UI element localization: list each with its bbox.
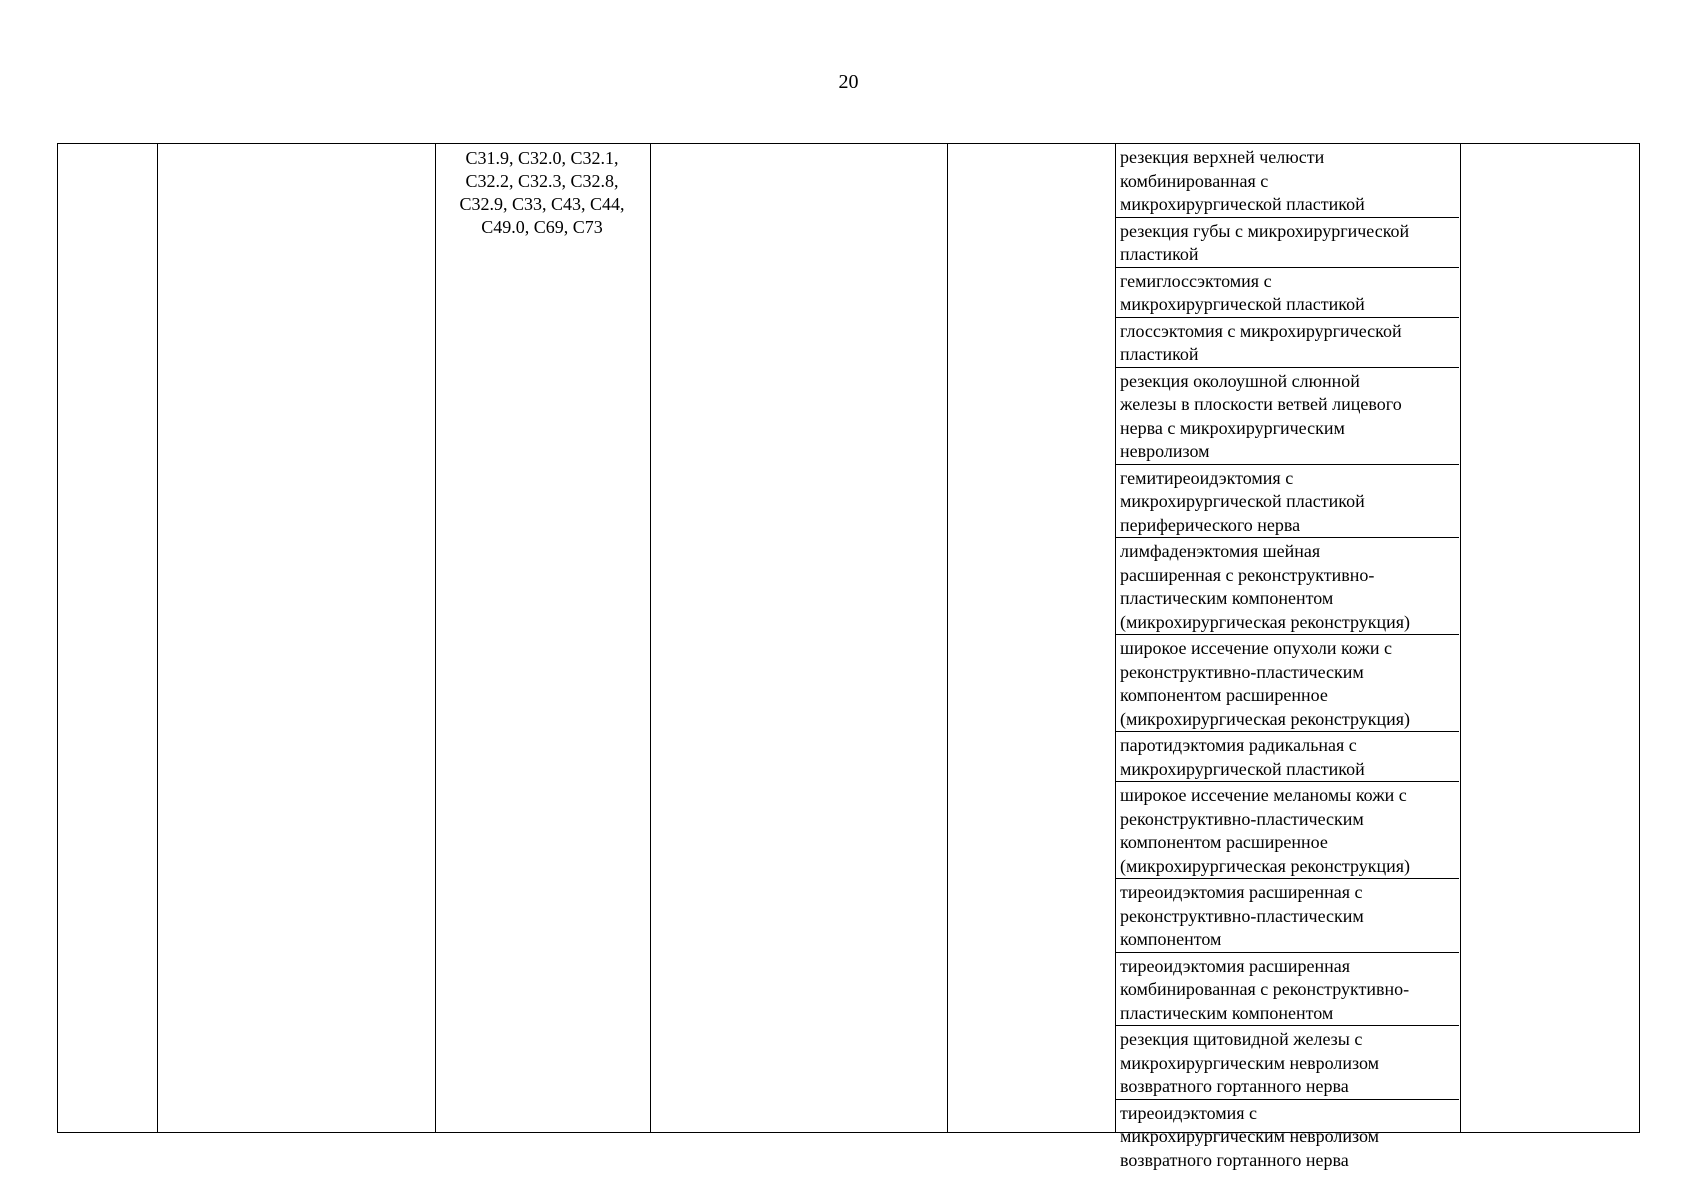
column-divider: [157, 144, 158, 1132]
treatment-method-row: [1115, 1026, 1459, 1100]
treatment-method-row: [1115, 218, 1459, 268]
treatment-method-text: железы в плоскости ветвей лицевого: [1120, 394, 1402, 414]
treatment-method-text: гемитиреоидэктомия с: [1120, 467, 1294, 488]
treatment-method-row: [1115, 465, 1459, 539]
treatment-method-row: [1115, 368, 1459, 465]
treatment-method-text: пластическим компонентом: [1120, 588, 1334, 608]
treatment-table: [57, 143, 1640, 1170]
treatment-method-text: резекция околоушной слюнной: [1120, 370, 1360, 391]
column-divider: [947, 144, 948, 1132]
treatment-method-text: глоссэктомия с микрохирургической: [1120, 320, 1402, 341]
treatment-method-row: [1115, 268, 1459, 318]
treatment-method-text: компонентом расширенное: [1120, 685, 1328, 705]
treatment-method-text: комбинированная с: [1120, 170, 1269, 191]
treatment-method-text: широкое иссечение меланомы кожи с: [1120, 785, 1407, 805]
treatment-method-text: микрохирургическим невролизом: [1120, 1052, 1380, 1073]
treatment-method-text: тиреоидэктомия расширенная: [1120, 955, 1351, 976]
treatment-method-text: гемиглоссэктомия с: [1120, 270, 1272, 291]
treatment-method-row: [1115, 538, 1459, 635]
treatment-method-text: реконструктивно-пластическим: [1120, 905, 1364, 926]
diagnosis-code-line: C32.2, C32.3, C32.8,: [465, 171, 619, 191]
treatment-method-text: возвратного гортанного нерва: [1120, 1076, 1349, 1096]
column-divider: [1460, 144, 1461, 1132]
treatment-method-text: (микрохирургическая реконструкция): [1120, 855, 1411, 876]
treatment-method-text: компонентом: [1120, 929, 1222, 949]
treatment-method-text: периферического нерва: [1120, 514, 1301, 535]
treatment-method-row: [1115, 1100, 1459, 1173]
treatment-method-text: микрохирургическим невролизом: [1120, 1126, 1380, 1146]
treatment-method-text: (микрохирургическая реконструкция): [1120, 708, 1411, 729]
treatment-method-text: пластикой: [1120, 244, 1199, 264]
page-number: 20: [838, 71, 859, 93]
treatment-method-row: [1115, 782, 1459, 879]
treatment-method-text: микрохирургической пластикой: [1120, 758, 1365, 779]
treatment-method-text: широкое иссечение опухоли кожи с: [1120, 638, 1392, 658]
diagnosis-code-line: C32.9, C33, C43, C44,: [459, 194, 625, 214]
column-divider: [435, 144, 436, 1132]
treatment-method-text: паротидэктомия радикальная с: [1120, 735, 1357, 755]
treatment-method-text: резекция губы с микрохирургической: [1120, 220, 1410, 241]
treatment-method-row: [1115, 318, 1459, 368]
diagnosis-code-line: C31.9, C32.0, C32.1,: [465, 148, 619, 168]
treatment-method-text: резекция верхней челюсти: [1120, 147, 1325, 167]
treatment-method-text: микрохирургической пластикой: [1120, 491, 1365, 511]
treatment-method-row: [1115, 144, 1459, 218]
treatment-method-text: пластическим компонентом: [1120, 1002, 1334, 1023]
treatment-method-text: микрохирургической пластикой: [1120, 294, 1365, 314]
treatment-method-text: реконструктивно-пластическим: [1120, 661, 1364, 682]
treatment-method-text: тиреоидэктомия с: [1120, 1102, 1258, 1123]
diagnosis-code-line: C49.0, C69, C73: [481, 217, 603, 237]
treatment-method-row: [1115, 635, 1459, 732]
treatment-method-text: микрохирургической пластикой: [1120, 194, 1365, 214]
treatment-method-text: реконструктивно-пластическим: [1120, 808, 1364, 829]
treatment-method-row: [1115, 879, 1459, 953]
treatment-method-text: компонентом расширенное: [1120, 832, 1328, 852]
treatment-method-text: пластикой: [1120, 344, 1199, 364]
treatment-method-text: лимфаденэктомия шейная: [1120, 541, 1321, 561]
treatment-methods-column: [1115, 144, 1459, 1170]
treatment-method-text: невролизом: [1120, 441, 1210, 461]
treatment-method-text: комбинированная с реконструктивно-: [1120, 979, 1410, 999]
treatment-method-text: тиреоидэктомия расширенная с: [1120, 882, 1363, 902]
column-divider: [650, 144, 651, 1132]
treatment-method-row: [1115, 953, 1459, 1027]
treatment-method-text: нерва с микрохирургическим: [1120, 417, 1345, 438]
treatment-method-text: возвратного гортанного нерва: [1120, 1149, 1349, 1170]
treatment-method-text: резекция щитовидной железы с: [1120, 1029, 1363, 1049]
diagnosis-codes-cell: [436, 144, 648, 239]
treatment-method-text: расширенная с реконструктивно-: [1120, 564, 1375, 585]
treatment-method-row: [1115, 732, 1459, 782]
treatment-method-text: (микрохирургическая реконструкция): [1120, 611, 1411, 632]
